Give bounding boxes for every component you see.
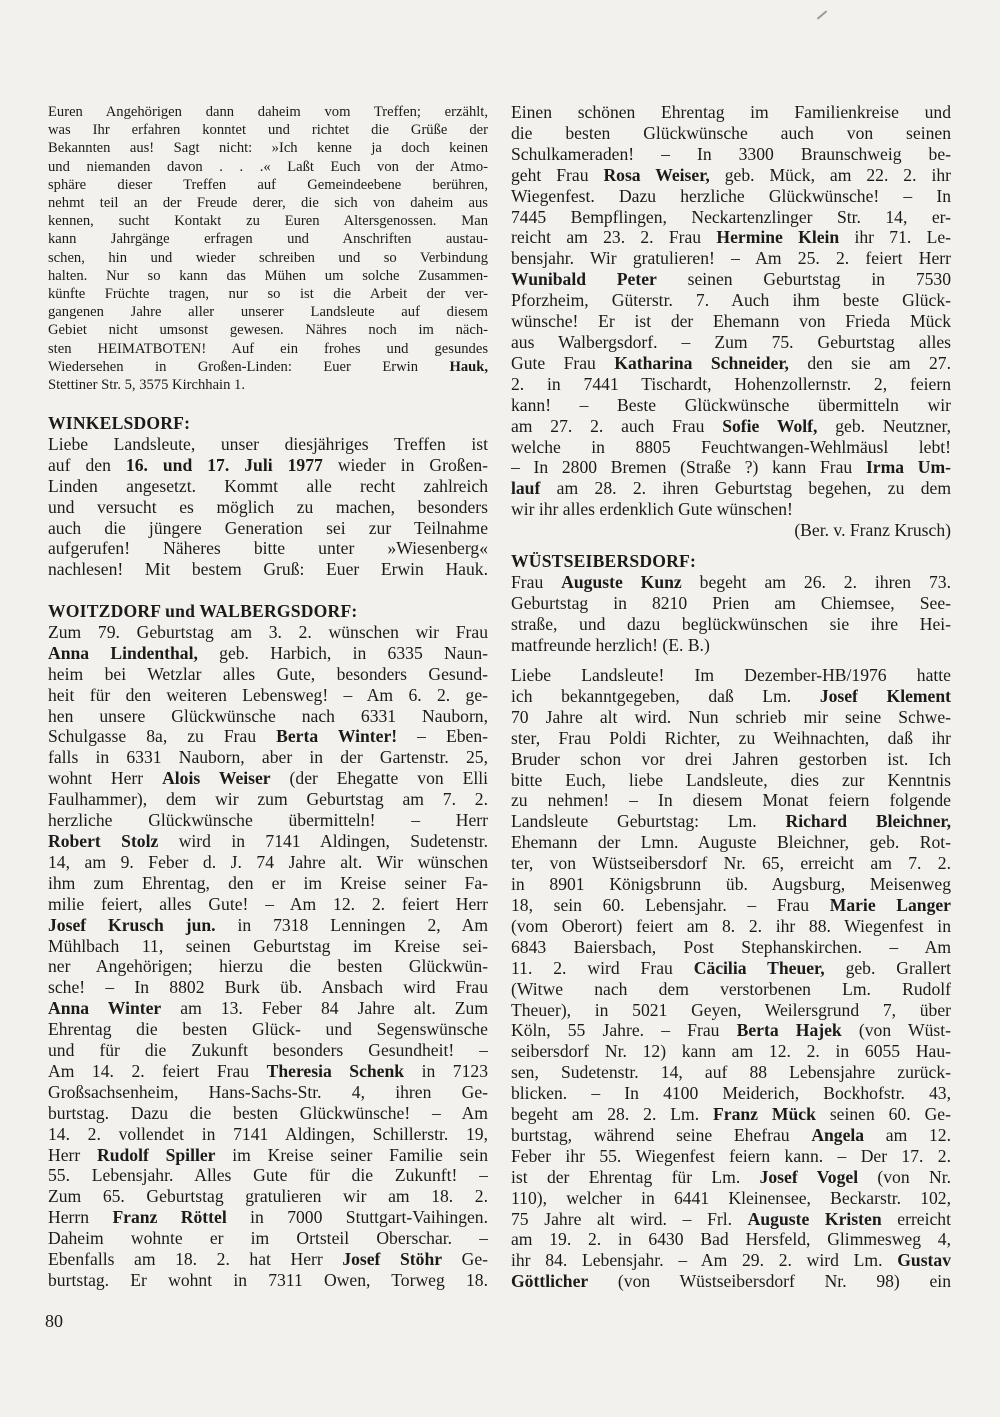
text-line (511, 853, 951, 874)
bold-name: Josef Stöhr (342, 1249, 443, 1270)
text-line (511, 248, 951, 269)
pen-mark (817, 10, 827, 19)
text-line (48, 285, 488, 303)
text-segment: auch die jüngere Generation sei zur Teilnahme (48, 517, 488, 538)
text-segment: burtstag, während seine Ehefrau (511, 1124, 812, 1145)
text-line (48, 103, 488, 121)
text-line (511, 332, 951, 353)
text-segment: (von Wüstseibersdorf Nr. 98) ein (588, 1271, 951, 1292)
text-line (48, 998, 488, 1019)
text-segment: ihr 71. Le- (839, 227, 951, 248)
text-segment: ist der Ehrentag für Lm. (511, 1166, 760, 1187)
text-line (511, 749, 951, 770)
text-segment: (Witwe nach dem verstorbenen Lm. Rudolf (511, 978, 951, 999)
bold-name: Berta Winter! (276, 726, 398, 747)
text-line (48, 1186, 488, 1207)
text-segment: am 27. 2. auch Frau (511, 415, 723, 436)
text-segment: ter, von Wüstseibersdorf Nr. 65, erreicht am 7. 2. (511, 853, 951, 874)
text-line (48, 873, 488, 894)
text-segment: wird in 7141 Aldingen, Sudetenstr. (158, 830, 488, 851)
text-line (48, 434, 488, 455)
text-segment: am 19. 2. in 6430 Bad Hersfeld, Glimmesweg 4, (511, 1229, 951, 1250)
text-segment: am 13. Feber 84 Jahre alt. Zum (161, 998, 488, 1019)
text-segment: (von Nr. (858, 1166, 951, 1187)
text-segment: straße, und dazu beglückwünschen sie ihre Hei- (511, 613, 951, 634)
text-segment: Am 14. 2. feiert Frau (48, 1060, 267, 1081)
bold-name: Richard Bleichner, (785, 811, 951, 832)
text-segment: die besten Glückwünsche auch von seinen (511, 122, 951, 143)
text-segment: blicken. – In 4100 Meiderich, Bockhofstr. 43, (511, 1083, 951, 1104)
text-segment: in 8901 Königsbrunn üb. Augsburg, Meisenweg (511, 874, 951, 895)
bold-name: Auguste Kristen (747, 1208, 882, 1229)
bold-name: Franz Mück (713, 1104, 816, 1125)
continued-paragraph (511, 102, 951, 541)
text-segment: Mühlbach 11, seinen Geburtstag im Kreise sei- (48, 935, 488, 956)
text-line (511, 916, 951, 937)
text-segment: seinen Geburtstag in 7530 (656, 269, 951, 290)
bold-name: Rudolf Spiller (97, 1144, 216, 1165)
text-segment: sen, Sudetenstr. 14, auf 88 Lebensjahre zurück- (511, 1062, 951, 1083)
text-line (511, 353, 951, 374)
text-segment: wir ihr alles erdenklich Gute wünschen! (511, 499, 793, 520)
text-segment: begeht am 26. 2. ihren 73. (681, 571, 951, 592)
text-line (48, 685, 488, 706)
text-line (511, 1062, 951, 1083)
text-segment: Landsleute Geburtstag: Lm. (511, 811, 786, 832)
text-line (511, 1167, 951, 1188)
report-signature: (Ber. v. Franz Krusch) (794, 520, 951, 541)
text-line (511, 1083, 951, 1104)
text-line (511, 1188, 951, 1209)
text-line (48, 956, 488, 977)
text-segment: 6843 Baiersbach, Post Stephanskirchen. – Am (511, 936, 951, 957)
text-segment: Frau (511, 571, 562, 592)
bold-name: Anna Winter (48, 998, 162, 1019)
text-line (48, 1061, 488, 1082)
text-segment: hen unsere Glückwünsche nach 6331 Nauborn, (48, 705, 488, 726)
section-woitzdorf-walbergsdorf (48, 601, 488, 1291)
text-line (511, 395, 951, 416)
text-segment: und versucht es möglich zu machen, besonders (48, 496, 488, 517)
bold-name: Irma Um- (865, 457, 951, 478)
bold-name: Franz Röttel (112, 1207, 227, 1228)
text-segment: Gute Frau (511, 352, 615, 373)
text-line (48, 768, 488, 789)
bold-name: 16. und 17. Juli 1977 (125, 454, 323, 475)
text-segment: nehmt teil an der Freude derer, die sich von daheim aus (48, 195, 488, 212)
bold-name: Katharina Schneider, (614, 352, 789, 373)
text-line (48, 810, 488, 831)
bold-name: Auguste Kunz (561, 571, 682, 592)
text-line (48, 212, 488, 230)
text-line (511, 499, 951, 520)
text-line (48, 340, 488, 358)
text-segment: Großsachsenheim, Hans-Sachs-Str. 4, ihren Ge- (48, 1081, 488, 1102)
bold-name: Marie Langer (829, 894, 951, 915)
bold-name: Hermine Klein (716, 227, 840, 248)
text-line (48, 1165, 488, 1186)
text-segment: – Eben- (397, 726, 488, 747)
text-segment: 14, am 9. Feber d. J. 74 Jahre alt. Wir wünschen (48, 851, 488, 872)
text-line (511, 958, 951, 979)
text-segment: sten HEIMATBOTEN! Auf ein frohes und gesundes (48, 340, 488, 357)
text-segment: bitte Euch, liebe Landsleute, dies zur Kenntnis (511, 769, 951, 790)
text-line (48, 497, 488, 518)
text-segment: aus Walbergsdorf. – Zum 75. Geburtstag alles (511, 331, 951, 352)
text-segment: kennen, sucht Kontakt zu Euren Altersgenossen. Man (48, 213, 488, 230)
text-line (48, 831, 488, 852)
text-segment: und niemanden davon . . .« Laßt Euch von der Atmo- (48, 158, 488, 175)
text-line (511, 728, 951, 749)
text-segment: Wiegenfest. Dazu herzliche Glückwünsche! – In (511, 185, 951, 206)
text-segment: und für die Zukunft besonders Gesundheit! – (48, 1040, 488, 1061)
text-segment: Pforzheim, Güterstr. 7. Auch ihm beste Glück- (511, 290, 951, 311)
bold-name: lauf (511, 478, 541, 499)
section-body (48, 434, 488, 580)
text-segment: Bruder schon vor drei Jahren gestorben ist. Ich (511, 748, 951, 769)
text-segment: Bekannten aus! Sagt nicht: »Ich kenne ja doch keinen (48, 140, 488, 157)
text-line (511, 290, 951, 311)
text-segment: Köln, 55 Jahre. – Frau (511, 1020, 737, 1041)
text-line (48, 376, 488, 394)
text-segment: begeht am 28. 2. Lm. (511, 1104, 714, 1125)
text-line (48, 1082, 488, 1103)
text-line (48, 1270, 488, 1291)
text-line (511, 832, 951, 853)
text-segment: Herrn (48, 1207, 113, 1228)
text-segment: erreicht (881, 1208, 951, 1229)
text-segment: Wiedersehen in Großen-Linden: Euer Erwin (48, 358, 450, 375)
text-segment: sphäre dieser Treffen auf Gemeindeebene berühren, (48, 176, 488, 193)
text-line (511, 437, 951, 458)
text-line (48, 894, 488, 915)
text-line (48, 559, 488, 580)
text-segment: wohnt Herr (48, 768, 163, 789)
text-line (511, 686, 951, 707)
text-segment: gangenen Jahre aller unserer Landsleute auf diesem (48, 304, 488, 321)
text-line (511, 1209, 951, 1230)
text-line (48, 789, 488, 810)
text-line (511, 227, 951, 248)
text-line (48, 936, 488, 957)
text-line (511, 311, 951, 332)
text-segment: Geburtstag in 8210 Prien am Chiemsee, See- (511, 592, 951, 613)
text-line (48, 1124, 488, 1145)
intro-paragraph (48, 103, 488, 394)
text-segment: 14. 2. vollendet in 7141 Aldingen, Schillerstr. 19, (48, 1123, 488, 1144)
text-line (48, 622, 488, 643)
bold-name: Berta Hajek (736, 1020, 842, 1041)
text-segment: burtstag. Dazu die besten Glückwünsche! – Am (48, 1102, 488, 1123)
text-segment: geb. Mück, am 22. 2. ihr (709, 164, 951, 185)
text-line (511, 416, 951, 437)
text-segment: herzliche Glückwünsche übermitteln! – Herr (48, 810, 488, 831)
text-line (511, 1000, 951, 1021)
text-line (511, 593, 951, 614)
text-segment: auf den (48, 454, 126, 475)
section-heading: WÜSTSEIBERSDORF: (511, 551, 697, 571)
text-segment: künfte Früchte tragen, nur so ist die Arbeit der ver- (48, 286, 488, 303)
text-line (48, 1019, 488, 1040)
text-segment: 75 Jahre alt wird. – Frl. (511, 1208, 748, 1229)
text-segment: in 7000 Stuttgart-Vaihingen. (226, 1207, 488, 1228)
text-segment: ihr 84. Lebensjahr. – Am 29. 2. wird Lm. (511, 1250, 898, 1271)
text-segment: ihm zum Ehrentag, den er im Kreise seiner Fa- (48, 872, 488, 893)
text-line (48, 194, 488, 212)
bold-name: Theresia Schenk (266, 1060, 405, 1081)
text-line (511, 478, 951, 499)
text-segment: 110), welcher in 6441 Kleinensee, Beckarstr. 102, (511, 1187, 951, 1208)
text-segment: seibersdorf Nr. 12) kann am 12. 2. in 6055 Hau- (511, 1041, 951, 1062)
text-segment: Faulhammer), dem wir zum Geburtstag am 7. 2. (48, 789, 488, 810)
text-line (48, 139, 488, 157)
text-segment: nachlesen! Mit bestem Gruß: Euer Erwin Hauk. (48, 559, 488, 580)
text-line (48, 358, 488, 376)
section-wuestseibersdorf (511, 551, 951, 656)
text-line (511, 635, 951, 656)
text-line (511, 790, 951, 811)
text-line (511, 707, 951, 728)
text-line (511, 186, 951, 207)
bold-name: Angela (811, 1124, 865, 1145)
section-body (48, 622, 488, 1291)
text-segment: wünsche! Er ist der Ehemann von Frieda Mück (511, 311, 951, 332)
text-segment: reicht am 23. 2. Frau (511, 227, 717, 248)
text-line (511, 1041, 951, 1062)
text-line (48, 476, 488, 497)
bold-name: Anna Lindenthal, (48, 642, 198, 663)
bold-name: Hauk, (449, 358, 488, 375)
text-segment: Linden angesetzt. Kommt alle recht zahlreich (48, 475, 488, 496)
section-body (511, 102, 951, 520)
text-segment: Zum 65. Geburtstag gratulieren wir am 18. 2. (48, 1186, 488, 1207)
text-segment: welche in 8805 Feuchtwangen-Wehlmäusl lebt! (511, 436, 951, 457)
bold-name: Josef Krusch jun. (48, 914, 216, 935)
text-segment: geb. Neutzner, (817, 415, 951, 436)
text-segment: wieder in Großen- (322, 454, 488, 475)
text-segment: Liebe Landsleute, unser diesjähriges Treffen ist (48, 433, 488, 454)
text-segment: Herr (48, 1144, 98, 1165)
text-segment: sche! – In 8802 Burk üb. Ansbach wird Frau (48, 977, 488, 998)
text-line (511, 123, 951, 144)
text-line (511, 144, 951, 165)
text-segment: geht Frau (511, 164, 604, 185)
text-segment: 11. 2. wird Frau (511, 957, 694, 978)
text-segment: – In 2800 Bremen (Straße ?) kann Frau (511, 457, 866, 478)
text-line (48, 249, 488, 267)
text-line (511, 165, 951, 186)
text-line (48, 852, 488, 873)
text-segment: im Kreise seiner Familie sein (215, 1144, 488, 1165)
section-body (511, 572, 951, 656)
bold-name: Robert Stolz (48, 830, 159, 851)
bold-name: Wunibald Peter (511, 269, 657, 290)
bold-name: Cäcilia Theuer, (693, 957, 825, 978)
text-segment: (von Wüst- (841, 1020, 951, 1041)
text-line (48, 915, 488, 936)
text-segment: Daheim wohnte er im Ortsteil Oberschar. – (48, 1228, 488, 1249)
text-segment: ster, Frau Poldi Richter, zu Weihnachten, daß ihr (511, 727, 951, 748)
text-line (511, 1020, 951, 1041)
text-segment: Stettiner Str. 5, 3575 Kirchhain 1. (48, 377, 245, 394)
text-segment: 2. in 7441 Tischardt, Hohenzollernstr. 2, feiern (511, 373, 951, 394)
text-segment: Zum 79. Geburtstag am 3. 2. wünschen wir Frau (48, 621, 488, 642)
text-line (511, 269, 951, 290)
text-segment: burtstag. Er wohnt in 7311 Owen, Torweg 18. (48, 1270, 488, 1290)
text-line (48, 747, 488, 768)
text-segment: Schulgasse 8a, zu Frau (48, 726, 277, 747)
bold-name: Alois Weiser (162, 768, 271, 789)
text-line (48, 726, 488, 747)
text-segment: geb. Grallert (824, 957, 951, 978)
text-segment: Ge- (442, 1249, 488, 1270)
letter-paragraph (511, 665, 951, 1292)
text-line (48, 1103, 488, 1124)
text-line (511, 979, 951, 1000)
text-segment: Feber ihr 55. Wiegenfest feiern kann. – Der 17. 2. (511, 1145, 951, 1166)
text-line (511, 811, 951, 832)
text-segment: 18, sein 60. Lebensjahr. – Frau (511, 894, 830, 915)
bold-name: Josef Klement (819, 685, 951, 706)
bold-name: Rosa Weiser, (603, 164, 710, 185)
text-line (511, 1146, 951, 1167)
bold-name: Josef Vogel (759, 1166, 859, 1187)
text-segment: ner Angehörigen; hierzu die besten Glückwün- (48, 956, 488, 977)
page-number: 80 (45, 1311, 63, 1331)
text-segment: Schulkameraden! – In 3300 Braunschweig be- (511, 143, 951, 164)
text-line (511, 1104, 951, 1125)
text-line (511, 1125, 951, 1146)
text-segment: Einen schönen Ehrentag im Familienkreise und (511, 102, 951, 122)
text-segment: seinen 60. Ge- (815, 1104, 951, 1125)
text-segment: kann Jahrgänge erfragen und Anschriften austau- (48, 231, 488, 248)
text-line (48, 230, 488, 248)
text-line (48, 158, 488, 176)
text-segment: Ebenfalls am 18. 2. hat Herr (48, 1249, 343, 1270)
text-segment: (der Ehegatte von Elli (270, 768, 488, 789)
text-segment: am 12. (864, 1124, 951, 1145)
text-segment: heim bei Wetzlar alles Gute, besonders Gesund- (48, 663, 488, 684)
text-line (48, 303, 488, 321)
text-segment: bensjahr. Wir gratulieren! – Am 25. 2. feiert Herr (511, 248, 951, 269)
text-segment: in 7318 Lenningen 2, Am (215, 914, 488, 935)
text-segment: zu nehmen! – In diesem Monat feiern folgende (511, 790, 951, 811)
text-segment: Theuer), in 5021 Geyen, Weilersgrund 7, über (511, 999, 951, 1020)
text-line (511, 374, 951, 395)
bold-name: Sofie Wolf, (722, 415, 818, 436)
text-line (48, 321, 488, 339)
text-segment: Gebiet nicht umsonst gewesen. Nähres noch im näch- (48, 322, 488, 339)
text-line (48, 1040, 488, 1061)
text-line (511, 665, 951, 686)
text-segment: Euren Angehörigen dann daheim vom Treffen; erzählt, (48, 104, 488, 120)
text-segment: (vom Oberort) feiert am 8. 2. ihr 88. Wiegenfest in (511, 915, 951, 936)
text-line (48, 267, 488, 285)
text-line (511, 1250, 951, 1271)
section-winkelsdorf (48, 413, 488, 580)
text-line (48, 706, 488, 727)
text-line (511, 457, 951, 478)
text-line (511, 614, 951, 635)
text-line (48, 643, 488, 664)
text-line (511, 102, 951, 123)
text-line (511, 770, 951, 791)
text-line (511, 572, 951, 593)
text-line (511, 207, 951, 228)
text-segment: geb. Harbich, in 6335 Naun- (197, 642, 488, 663)
text-segment: Ehrentag die besten Glück- und Segenswünsche (48, 1019, 488, 1040)
text-line (48, 121, 488, 139)
text-segment: ich bekanntgegeben, daß Lm. (511, 685, 820, 706)
text-line (48, 176, 488, 194)
text-segment: falls in 6331 Nauborn, aber in der Gartenstr. 25, (48, 747, 488, 768)
text-segment: den sie am 27. (788, 352, 951, 373)
text-segment: 70 Jahre alt wird. Nun schrieb mir seine Schwe- (511, 706, 951, 727)
text-segment: was Ihr erfahren konntet und richtet die Grüße der (48, 122, 488, 139)
text-line (511, 937, 951, 958)
bold-name: Göttlicher (511, 1271, 589, 1292)
text-line (48, 1249, 488, 1270)
text-line (48, 455, 488, 476)
text-line (511, 895, 951, 916)
section-heading: WOITZDORF und WALBERGSDORF: (48, 601, 358, 621)
bold-name: Gustav (897, 1250, 951, 1271)
text-segment: Ehemann der Lmn. Auguste Bleichner, geb. Rot- (511, 832, 951, 853)
text-segment: kann! – Beste Glückwünsche übermitteln wir (511, 394, 951, 415)
text-segment: Liebe Landsleute! Im Dezember-HB/1976 hatte (511, 665, 951, 685)
text-segment: heit für den weiteren Lebensweg! – Am 6. 2. ge- (48, 684, 488, 705)
text-segment: matfreunde herzlich! (E. B.) (511, 634, 710, 655)
text-line (48, 538, 488, 559)
text-line (511, 1229, 951, 1250)
text-segment: am 28. 2. ihren Geburtstag begehen, zu dem (540, 478, 951, 499)
text-line (48, 664, 488, 685)
text-segment: milie feiert, alles Gute! – Am 12. 2. feiert Herr (48, 893, 488, 914)
text-line (48, 518, 488, 539)
text-line (511, 874, 951, 895)
text-segment: halten. Nur so kann das Mühen um solche Zusammen- (48, 267, 488, 284)
text-line (48, 1145, 488, 1166)
text-line (48, 1228, 488, 1249)
text-segment: 55. Lebensjahr. Alles Gute für die Zukunft! – (48, 1165, 488, 1186)
text-segment: 7445 Bempflingen, Neckartenzlinger Str. 14, er- (511, 206, 951, 227)
text-segment: aufgerufen! Näheres bitte unter »Wiesenberg« (48, 538, 488, 559)
section-heading: WINKELSDORF: (48, 413, 191, 433)
text-line (511, 1271, 951, 1292)
text-segment: in 7123 (404, 1060, 488, 1081)
text-segment: schen, hin und wieder schreiben und so Verbindung (48, 249, 488, 266)
text-line (48, 1207, 488, 1228)
text-line (48, 977, 488, 998)
